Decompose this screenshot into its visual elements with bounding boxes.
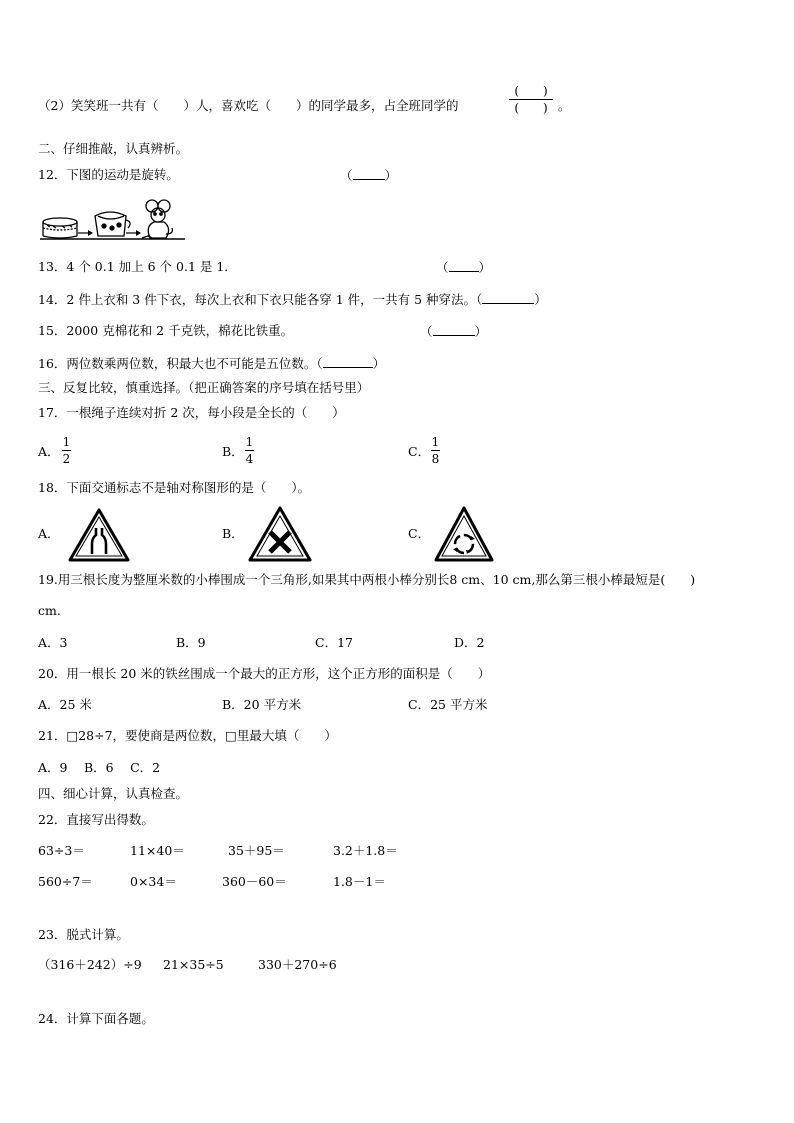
question-12: 12．下图的运动是旋转。 [38,167,179,182]
question-23: 23．脱式计算。 [38,927,129,942]
answer-blank-13[interactable]: （ ） [436,260,492,275]
option-a[interactable]: A．3 [38,635,68,650]
calc-item: 330＋270÷6 [258,957,337,972]
rotation-illustration [40,198,190,242]
option-c[interactable]: C．25 平方米 [408,697,488,712]
mouse-icon [142,200,172,238]
option-c[interactable]: C． [408,444,431,459]
answer-blank-12[interactable]: （ ） [340,168,398,183]
calc-item: 63÷3＝ [38,843,85,858]
section-3-heading: 三、反复比较，慎重选择。（把正确答案的序号填在括号里） [38,380,370,395]
answer-blank-14[interactable] [482,291,534,304]
calc-item: 1.8－1＝ [333,874,386,889]
fraction-one-quarter: 1 4 [245,435,254,466]
question-15: 15．2000 克棉花和 2 千克铁，棉花比铁重。 [38,323,294,338]
fraction-one-half: 1 2 [62,435,71,466]
option-b[interactable]: B． [222,526,244,541]
calc-item: 11×40＝ [130,843,185,858]
calc-item: 360－60＝ [222,874,287,889]
option-a[interactable]: A．25 米 [38,697,92,712]
question-20: 20．用一根长 20 米的铁丝围成一个最大的正方形，这个正方形的面积是（ ） [38,666,491,681]
crossroad-x-sign-icon [248,506,312,562]
calc-item: 21×35÷5 [163,957,224,972]
question-14: 14．2 件上衣和 3 件下衣，每次上衣和下衣只能各穿 1 件，一共有 5 种穿法。（ ） [38,292,547,307]
calc-item: 560÷7＝ [38,874,93,889]
cake-icon [43,218,77,238]
question-24: 24．计算下面各题。 [38,1011,154,1026]
option-b[interactable]: B．9 [176,635,206,650]
pot-icon [95,212,130,236]
answer-blank-16[interactable] [323,355,373,368]
option-a[interactable]: A． [38,526,60,541]
answer-fraction-blank[interactable]: ( ) ( ) [509,84,553,115]
option-c[interactable]: C．17 [315,635,353,650]
section-4-heading: 四、细心计算，认真检查。 [38,786,189,801]
calc-item: （316＋242）÷9 [38,957,142,972]
question-22: 22．直接写出得数。 [38,812,154,827]
answer-blank-15[interactable]: （ ） [420,324,488,339]
calc-item: 0×34＝ [130,874,177,889]
option-b[interactable]: B．20 平方米 [222,697,302,712]
option-c[interactable]: C． [408,526,431,541]
question-16: 16．两位数乘两位数，积最大也不可能是五位数。（ ） [38,356,386,371]
question-19: 19.用三根长度为整厘米数的小棒围成一个三角形,如果其中两根小棒分别长8 cm、10 cm,那么第三根小棒最短是( ) [38,572,696,587]
question-18: 18．下面交通标志不是轴对称图形的是（ ）。 [38,480,311,495]
question-17: 17．一根绳子连续对折 2 次，每小段是全长的（ ） [38,405,345,420]
section-2-heading: 二、仔细推敲，认真辨析。 [38,141,189,156]
roundabout-sign-icon [434,506,494,562]
fraction-one-eighth: 1 8 [431,435,440,466]
question-19-unit: cm. [38,603,61,618]
options-21[interactable]: A．9 B．6 C．2 [38,760,161,775]
calc-item: 35＋95＝ [228,843,285,858]
option-b[interactable]: B． [222,444,244,459]
calc-item: 3.2＋1.8＝ [333,843,398,858]
road-narrows-sign-icon [68,508,130,562]
question-21: 21．□28÷7，要使商是两位数，□里最大填（ ） [38,728,337,743]
option-d[interactable]: D．2 [454,635,485,650]
question-11-2: （2）笑笑班一共有（ ）人，喜欢吃（ ）的同学最多，占全班同学的 [38,98,459,113]
question-13: 13．4 个 0.1 加上 6 个 0.1 是 1． [38,259,237,274]
period: 。 [558,98,571,113]
option-a[interactable]: A． [38,444,60,459]
